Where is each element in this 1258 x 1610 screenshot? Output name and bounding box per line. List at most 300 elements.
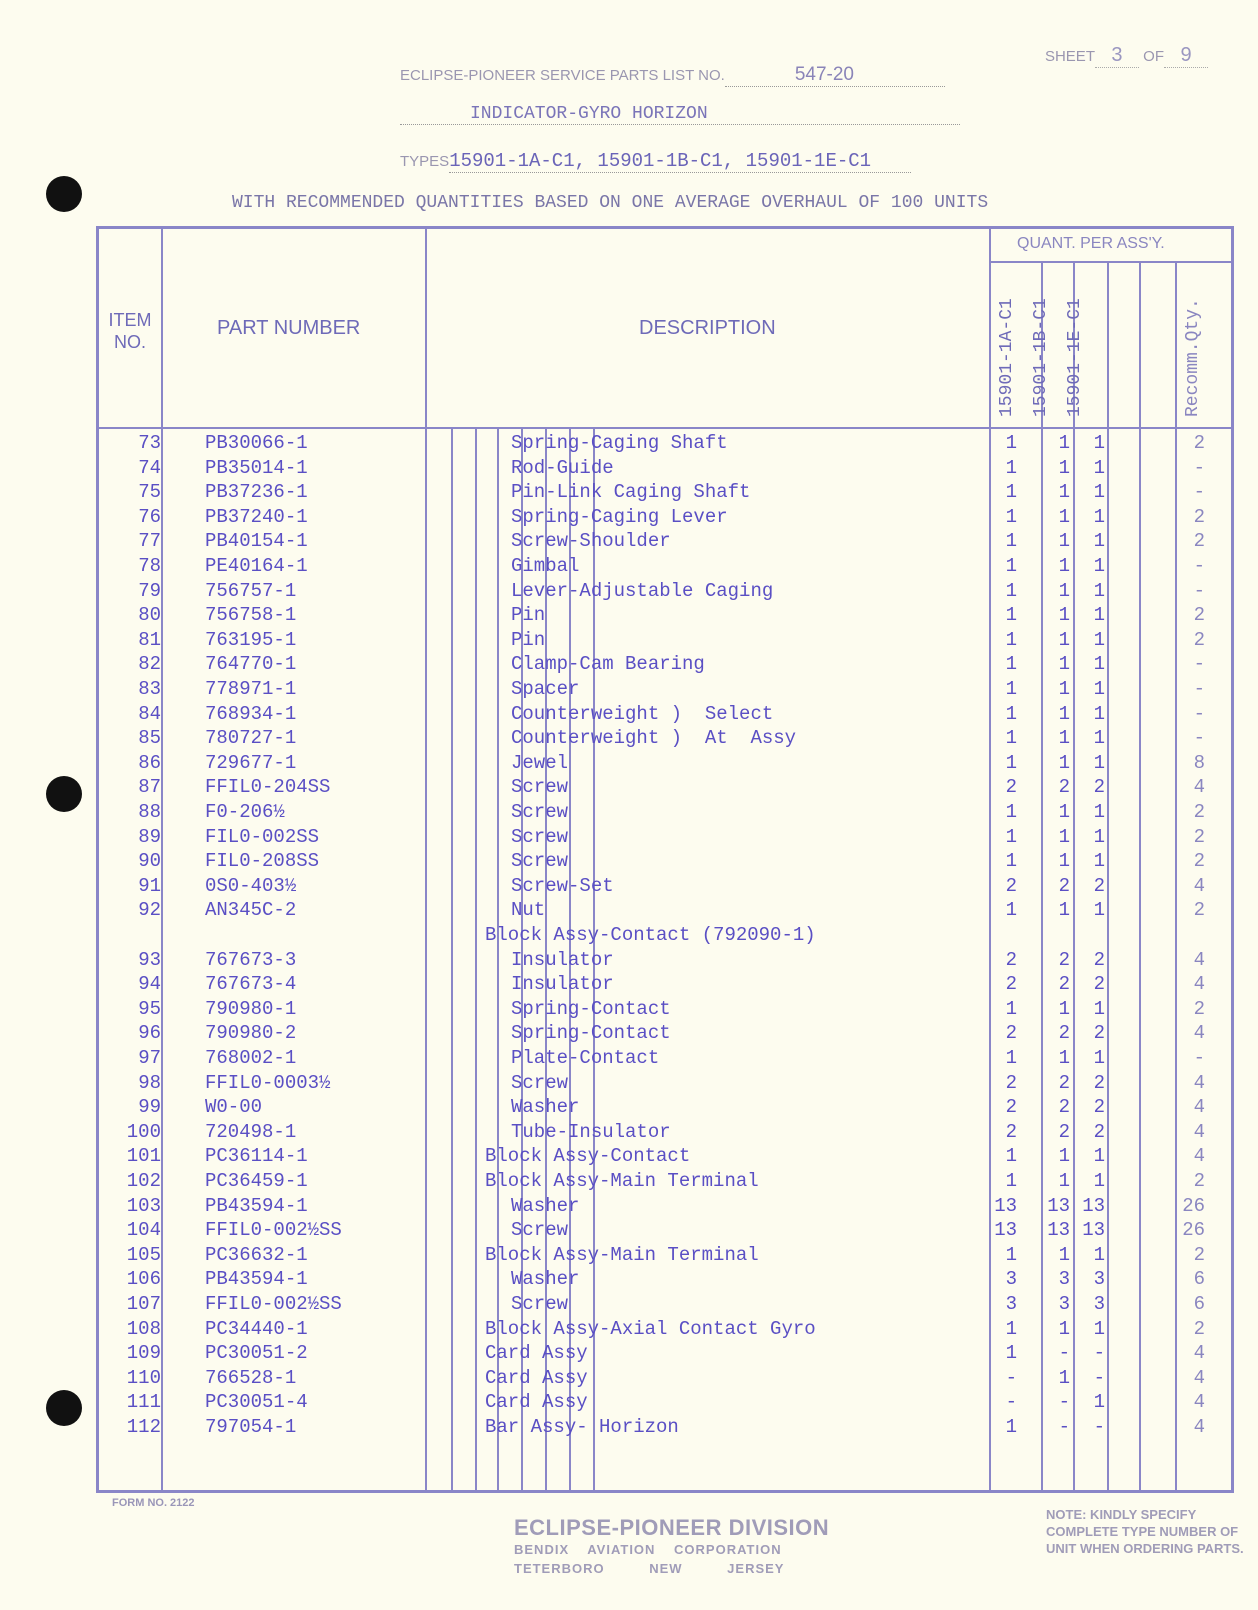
item-no-cell: 112 — [126, 1416, 161, 1438]
qty-1e-cell: 1 — [1093, 456, 1105, 479]
description-cell: Block Assy-Main Terminal — [485, 1243, 759, 1266]
recomm-qty-cell: - — [1193, 456, 1205, 479]
description-cell: Gimbal — [511, 555, 580, 577]
qty-1b-cell: 1 — [1058, 530, 1070, 553]
qty-1e-cell: 1 — [1093, 1047, 1105, 1069]
part-number-cell: 790980-1 — [205, 997, 297, 1020]
item-no-cell: 110 — [126, 1366, 161, 1389]
qty-1b-cell: 2 — [1058, 1071, 1070, 1094]
qty-1a-cell: 1 — [1005, 899, 1017, 922]
qty-1a-cell: 1 — [1005, 1145, 1017, 1168]
item-no-cell: 76 — [138, 505, 161, 528]
description-cell: Spring-Caging Shaft — [511, 432, 728, 454]
parts-list-line — [400, 64, 945, 87]
qty-1b-cell: 2 — [1058, 948, 1070, 971]
recomm-qty-cell: - — [1193, 678, 1205, 700]
part-number-cell: 766528-1 — [205, 1366, 297, 1389]
qty-1b-cell: 1 — [1058, 579, 1070, 602]
table-row — [99, 1267, 1231, 1292]
table-row — [99, 849, 1231, 874]
item-no-cell: 109 — [126, 1342, 161, 1365]
qty-1a-cell: 1 — [1005, 825, 1017, 848]
part-number-cell: FFIL0-0003½ — [205, 1071, 331, 1094]
item-no-cell: 86 — [138, 751, 161, 774]
qty-1b-cell: 1 — [1058, 481, 1070, 504]
table-row — [99, 1390, 1231, 1415]
description-cell: Tube-Insulator — [511, 1120, 671, 1143]
qty-1b-cell: 1 — [1058, 850, 1070, 873]
part-number-cell: PE40164-1 — [205, 555, 308, 577]
item-no-cell: 91 — [138, 874, 161, 897]
qty-1e-cell: 1 — [1093, 530, 1105, 553]
qty-1a-cell: 1 — [1005, 1243, 1017, 1266]
recomm-qty-cell: - — [1193, 1047, 1205, 1069]
division-name: ECLIPSE-PIONEER DIVISION — [514, 1515, 830, 1540]
table-row — [99, 1144, 1231, 1169]
qty-1e-cell: 3 — [1093, 1293, 1105, 1315]
qty-1a-cell: 1 — [1005, 530, 1017, 553]
column-header-type-1e: 15901-1E-C1 — [1065, 298, 1085, 417]
sheet-indicator — [1045, 44, 1208, 68]
qty-1e-cell: 13 — [1082, 1219, 1105, 1242]
sheet-total: 9 — [1164, 44, 1208, 68]
description-cell: Block Assy-Axial Contact Gyro — [485, 1317, 816, 1340]
qty-1a-cell: 1 — [1005, 1170, 1017, 1192]
recomm-qty-cell: 8 — [1193, 751, 1205, 774]
qty-1b-cell: 3 — [1058, 1293, 1070, 1315]
qty-1b-cell: - — [1058, 1391, 1070, 1414]
qty-1a-cell: 1 — [1005, 604, 1017, 627]
qty-1b-cell: 1 — [1058, 1145, 1070, 1168]
qty-1a-cell: 1 — [1005, 628, 1017, 651]
description-cell: Spring-Contact — [511, 1022, 671, 1045]
recomm-qty-cell: - — [1193, 727, 1205, 750]
description-cell: Washer — [511, 1096, 580, 1119]
part-number-cell: FIL0-002SS — [205, 825, 320, 848]
qty-1a-cell: 1 — [1005, 997, 1017, 1020]
table-row — [99, 775, 1231, 800]
qty-1b-cell: 1 — [1058, 1047, 1070, 1069]
qty-1e-cell: 2 — [1093, 973, 1105, 996]
part-number-cell: PC34440-1 — [205, 1317, 308, 1340]
qty-1e-cell: - — [1093, 1366, 1105, 1389]
item-no-cell: 77 — [138, 530, 161, 553]
parts-list-number: 547-20 — [725, 64, 945, 87]
item-no-cell: 81 — [138, 628, 161, 651]
item-no-cell: 111 — [126, 1391, 161, 1414]
recomm-qty-cell: 2 — [1193, 801, 1205, 823]
part-number-cell: 790980-2 — [205, 1022, 297, 1045]
item-no-cell: 82 — [138, 653, 161, 676]
item-no-cell: 107 — [126, 1293, 161, 1315]
description-cell: Nut — [511, 899, 546, 922]
table-row — [99, 1194, 1231, 1219]
item-no-cell: 105 — [126, 1243, 161, 1266]
qty-1e-cell: 1 — [1093, 825, 1105, 848]
qty-1b-cell: 2 — [1058, 1022, 1070, 1045]
table-row — [99, 579, 1231, 604]
qty-1e-cell: 1 — [1093, 1145, 1105, 1168]
qty-1e-cell: 2 — [1093, 948, 1105, 971]
qty-1e-cell: 1 — [1093, 850, 1105, 873]
part-number-cell: FFIL0-002½SS — [205, 1219, 342, 1242]
qty-1e-cell: - — [1093, 1416, 1105, 1438]
recomm-qty-cell: - — [1193, 481, 1205, 504]
types-label: TYPES — [400, 153, 450, 170]
qty-1b-cell: 1 — [1058, 825, 1070, 848]
description-cell: Lever-Adjustable Caging — [511, 579, 774, 602]
qty-1e-cell: 1 — [1093, 1317, 1105, 1340]
qty-1b-cell: 1 — [1058, 505, 1070, 528]
recomm-qty-cell: 2 — [1193, 1317, 1205, 1340]
recomm-qty-cell: 6 — [1193, 1293, 1205, 1315]
recomm-qty-cell: 2 — [1193, 1170, 1205, 1192]
description-cell: Screw — [511, 825, 569, 848]
item-no-cell: 96 — [138, 1022, 161, 1045]
qty-1e-cell: 2 — [1093, 874, 1105, 897]
qty-1a-cell: 1 — [1005, 702, 1017, 725]
part-number-cell: 778971-1 — [205, 678, 297, 700]
description-cell: Spring-Contact — [511, 997, 671, 1020]
part-number-cell: PB40154-1 — [205, 530, 308, 553]
recomm-qty-cell: 2 — [1193, 530, 1205, 553]
item-no-cell: 85 — [138, 727, 161, 750]
column-header-item-no: ITEM NO. — [108, 310, 152, 352]
description-cell: Pin — [511, 604, 546, 627]
table-row — [99, 677, 1231, 702]
item-no-cell: 100 — [126, 1120, 161, 1143]
part-number-cell: 729677-1 — [205, 751, 297, 774]
recomm-qty-cell: 4 — [1193, 973, 1205, 996]
types-value: 15901-1A-C1, 15901-1B-C1, 15901-1E-C1 — [449, 150, 911, 173]
qty-1a-cell: - — [1005, 1366, 1017, 1389]
recomm-qty-cell: 2 — [1193, 1243, 1205, 1266]
table-row — [99, 628, 1231, 653]
qty-1b-cell: 1 — [1058, 653, 1070, 676]
part-number-cell: PB30066-1 — [205, 432, 308, 454]
qty-1a-cell: 1 — [1005, 505, 1017, 528]
description-cell: Screw — [511, 1219, 569, 1242]
qty-1a-cell: 1 — [1005, 432, 1017, 454]
table-row — [99, 554, 1231, 579]
description-cell: Washer — [511, 1268, 580, 1291]
qty-1e-cell: 1 — [1093, 555, 1105, 577]
table-row — [99, 751, 1231, 776]
qty-1e-cell: 1 — [1093, 899, 1105, 922]
item-no-cell: 101 — [126, 1145, 161, 1168]
recomm-qty-cell: 4 — [1193, 1120, 1205, 1143]
qty-1e-cell: - — [1093, 1342, 1105, 1365]
table-row — [99, 505, 1231, 530]
recomm-qty-cell: 2 — [1193, 825, 1205, 848]
qty-1e-cell: 2 — [1093, 776, 1105, 799]
part-number-cell: 756757-1 — [205, 579, 297, 602]
qty-1a-cell: 1 — [1005, 653, 1017, 676]
part-number-cell: PC30051-4 — [205, 1391, 308, 1414]
qty-1b-cell: 1 — [1058, 751, 1070, 774]
table-row — [99, 726, 1231, 751]
recomm-qty-cell: 4 — [1193, 874, 1205, 897]
description-cell: Bar Assy- Horizon — [485, 1416, 679, 1438]
qty-1b-cell: 1 — [1058, 1317, 1070, 1340]
part-number-cell: 768934-1 — [205, 702, 297, 725]
qty-1a-cell: 1 — [1005, 579, 1017, 602]
table-row — [99, 1046, 1231, 1071]
qty-1a-cell: 2 — [1005, 776, 1017, 799]
part-number-cell: PB43594-1 — [205, 1194, 308, 1217]
qty-1a-cell: 2 — [1005, 1120, 1017, 1143]
description-cell: Counterweight ) Select — [511, 702, 774, 725]
table-row — [99, 702, 1231, 727]
recomm-qty-cell: 4 — [1193, 1022, 1205, 1045]
item-no-cell: 78 — [138, 555, 161, 577]
table-row — [99, 1243, 1231, 1268]
recomm-qty-cell: 2 — [1193, 432, 1205, 454]
part-number-cell: FFIL0-204SS — [205, 776, 331, 799]
part-number-cell: 763195-1 — [205, 628, 297, 651]
qty-1e-cell: 13 — [1082, 1194, 1105, 1217]
part-number-cell: PB37236-1 — [205, 481, 308, 504]
qty-1e-cell: 1 — [1093, 1170, 1105, 1192]
item-no-cell: 102 — [126, 1170, 161, 1192]
item-no-cell: 73 — [138, 432, 161, 454]
qty-1b-cell: 2 — [1058, 1096, 1070, 1119]
item-no-cell: 108 — [126, 1317, 161, 1340]
qty-1b-cell: 1 — [1058, 1366, 1070, 1389]
binder-hole — [46, 776, 82, 812]
recomm-qty-cell: 4 — [1193, 1416, 1205, 1438]
qty-1a-cell: 1 — [1005, 850, 1017, 873]
part-number-cell: PC36114-1 — [205, 1145, 308, 1168]
description-cell: Card Assy — [485, 1391, 588, 1414]
table-row — [99, 825, 1231, 850]
qty-1a-cell: 1 — [1005, 456, 1017, 479]
column-header-quant-per-assy: QUANT. PER ASS'Y. — [1017, 235, 1165, 252]
description-cell: Screw — [511, 850, 569, 873]
qty-1b-cell: 1 — [1058, 432, 1070, 454]
qty-1e-cell: 1 — [1093, 1391, 1105, 1414]
item-no-cell: 88 — [138, 801, 161, 823]
recomm-qty-cell: - — [1193, 702, 1205, 725]
qty-1b-cell: 1 — [1058, 997, 1070, 1020]
table-row — [99, 1415, 1231, 1440]
qty-1a-cell: 2 — [1005, 1071, 1017, 1094]
item-no-cell: 89 — [138, 825, 161, 848]
qty-1e-cell: 2 — [1093, 1022, 1105, 1045]
item-no-cell: 75 — [138, 481, 161, 504]
description-cell: Insulator — [511, 948, 614, 971]
qty-1e-cell: 1 — [1093, 604, 1105, 627]
item-no-cell: 74 — [138, 456, 161, 479]
qty-1b-cell: 3 — [1058, 1268, 1070, 1291]
description-cell: Clamp-Cam Bearing — [511, 653, 705, 676]
qty-1a-cell: 2 — [1005, 1022, 1017, 1045]
binder-hole — [46, 1390, 82, 1426]
recomm-qty-cell: 2 — [1193, 604, 1205, 627]
sheet-number: 3 — [1095, 44, 1139, 68]
qty-1a-cell: 1 — [1005, 678, 1017, 700]
qty-1b-cell: 1 — [1058, 801, 1070, 823]
qty-1b-cell: 1 — [1058, 1170, 1070, 1192]
item-no-cell: 84 — [138, 702, 161, 725]
table-row — [99, 1292, 1231, 1317]
part-number-cell: 767673-3 — [205, 948, 297, 971]
qty-1a-cell: 1 — [1005, 1342, 1017, 1365]
column-header-type-1a: 15901-1A-C1 — [997, 298, 1017, 417]
item-no-cell: 99 — [138, 1096, 161, 1119]
table-row — [99, 948, 1231, 973]
description-cell: Insulator — [511, 973, 614, 996]
table-row — [99, 1366, 1231, 1391]
qty-1a-cell: 3 — [1005, 1268, 1017, 1291]
part-number-cell: 764770-1 — [205, 653, 297, 676]
item-no-cell: 87 — [138, 776, 161, 799]
table-row — [99, 456, 1231, 481]
qty-1a-cell: 1 — [1005, 751, 1017, 774]
qty-1b-cell: 1 — [1058, 702, 1070, 725]
recomm-qty-cell: 4 — [1193, 1342, 1205, 1365]
qty-1e-cell: 2 — [1093, 1071, 1105, 1094]
table-row — [99, 898, 1231, 923]
recomm-qty-cell: 4 — [1193, 948, 1205, 971]
item-no-cell: 95 — [138, 997, 161, 1020]
part-number-cell: PC36632-1 — [205, 1243, 308, 1266]
item-no-cell: 90 — [138, 850, 161, 873]
qty-1b-cell: 1 — [1058, 678, 1070, 700]
qty-1a-cell: 1 — [1005, 1416, 1017, 1438]
table-row — [99, 1120, 1231, 1145]
qty-1e-cell: 1 — [1093, 653, 1105, 676]
description-cell: Screw — [511, 776, 569, 799]
column-header-part-number: PART NUMBER — [217, 317, 361, 339]
description-cell: Screw-Set — [511, 874, 614, 897]
description-cell: Screw-Shoulder — [511, 530, 671, 553]
qty-1b-cell: 1 — [1058, 1243, 1070, 1266]
recomm-qty-cell: 2 — [1193, 850, 1205, 873]
item-no-cell: 103 — [126, 1194, 161, 1217]
table-row — [99, 874, 1231, 899]
item-no-cell: 104 — [126, 1219, 161, 1242]
qty-1a-cell: 1 — [1005, 1317, 1017, 1340]
part-number-cell: 797054-1 — [205, 1416, 297, 1438]
binder-hole — [46, 176, 82, 212]
description-cell: Screw — [511, 801, 569, 823]
qty-1a-cell: 1 — [1005, 801, 1017, 823]
part-number-cell: 756758-1 — [205, 604, 297, 627]
recomm-qty-cell: - — [1193, 579, 1205, 602]
table-row — [99, 1021, 1231, 1046]
qty-1a-cell: 2 — [1005, 948, 1017, 971]
qty-1a-cell: - — [1005, 1391, 1017, 1414]
description-cell: Pin — [511, 628, 546, 651]
description-cell: Plate-Contact — [511, 1047, 660, 1069]
recomm-qty-cell: - — [1193, 653, 1205, 676]
item-no-cell: 106 — [126, 1268, 161, 1291]
description-cell: Screw — [511, 1071, 569, 1094]
qty-1a-cell: 2 — [1005, 973, 1017, 996]
table-row — [99, 800, 1231, 825]
table-row — [99, 1317, 1231, 1342]
table-row — [99, 997, 1231, 1022]
corporation-name: BENDIX AVIATION CORPORATION — [514, 1542, 782, 1557]
recomm-qty-cell: 4 — [1193, 1071, 1205, 1094]
qty-1e-cell: 1 — [1093, 1243, 1105, 1266]
item-no-cell: 98 — [138, 1071, 161, 1094]
recomm-qty-cell: 4 — [1193, 776, 1205, 799]
part-number-cell: 768002-1 — [205, 1047, 297, 1069]
recomm-qty-cell: 2 — [1193, 997, 1205, 1020]
qty-1e-cell: 1 — [1093, 751, 1105, 774]
qty-1b-cell: 2 — [1058, 973, 1070, 996]
form-number: FORM NO. 2122 — [112, 1497, 195, 1509]
qty-1a-cell: 2 — [1005, 874, 1017, 897]
qty-1e-cell: 1 — [1093, 432, 1105, 454]
item-no-cell: 97 — [138, 1047, 161, 1069]
part-number-cell: PC30051-2 — [205, 1342, 308, 1365]
qty-1e-cell: 1 — [1093, 579, 1105, 602]
item-no-cell: 93 — [138, 948, 161, 971]
qty-1e-cell: 2 — [1093, 1096, 1105, 1119]
description-cell: Block Assy-Contact (792090-1) — [485, 924, 816, 946]
document-title: INDICATOR-GYRO HORIZON — [400, 104, 960, 125]
recomm-qty-cell: 6 — [1193, 1268, 1205, 1291]
table-row — [99, 1341, 1231, 1366]
qty-1b-cell: 1 — [1058, 604, 1070, 627]
ordering-note: NOTE: KINDLY SPECIFY COMPLETE TYPE NUMBER OF UNIT WHEN ORDERING PARTS. — [1046, 1507, 1244, 1556]
description-cell: Block Assy-Main Terminal — [485, 1170, 759, 1192]
description-cell: Card Assy — [485, 1366, 588, 1389]
types-line — [400, 150, 911, 172]
qty-1b-cell: 1 — [1058, 628, 1070, 651]
table-row — [99, 529, 1231, 554]
part-number-cell: 767673-4 — [205, 973, 297, 996]
table-row — [99, 480, 1231, 505]
part-number-cell: FFIL0-002½SS — [205, 1293, 342, 1315]
recomm-qty-cell: 4 — [1193, 1391, 1205, 1414]
part-number-cell: 720498-1 — [205, 1120, 297, 1143]
part-number-cell: PB43594-1 — [205, 1268, 308, 1291]
table-row — [99, 431, 1231, 456]
qty-1a-cell: 2 — [1005, 1096, 1017, 1119]
qty-1a-cell: 1 — [1005, 727, 1017, 750]
qty-1a-cell: 13 — [994, 1194, 1017, 1217]
qty-1b-cell: 2 — [1058, 1120, 1070, 1143]
qty-1a-cell: 13 — [994, 1219, 1017, 1242]
table-row — [99, 1071, 1231, 1096]
part-number-cell: PB37240-1 — [205, 505, 308, 528]
qty-1b-cell: 13 — [1047, 1194, 1070, 1217]
qty-1b-cell: - — [1058, 1416, 1070, 1438]
qty-1e-cell: 1 — [1093, 702, 1105, 725]
qty-1e-cell: 1 — [1093, 481, 1105, 504]
qty-1b-cell: 2 — [1058, 874, 1070, 897]
description-cell: Spacer — [511, 678, 580, 700]
table-row — [99, 1218, 1231, 1243]
qty-1a-cell: 1 — [1005, 481, 1017, 504]
column-header-recomm-qty: Recomm.Qty. — [1183, 298, 1203, 417]
item-no-cell: 79 — [138, 579, 161, 602]
part-number-cell: PB35014-1 — [205, 456, 308, 479]
part-number-cell: FIL0-208SS — [205, 850, 320, 873]
qty-1b-cell: 1 — [1058, 727, 1070, 750]
part-number-cell: PC36459-1 — [205, 1170, 308, 1192]
part-number-cell: 0S0-403½ — [205, 874, 297, 897]
qty-1b-cell: 2 — [1058, 776, 1070, 799]
description-cell: Block Assy-Contact — [485, 1145, 691, 1168]
description-cell: Card Assy — [485, 1342, 588, 1365]
qty-1b-cell: 1 — [1058, 555, 1070, 577]
qty-1e-cell: 1 — [1093, 628, 1105, 651]
